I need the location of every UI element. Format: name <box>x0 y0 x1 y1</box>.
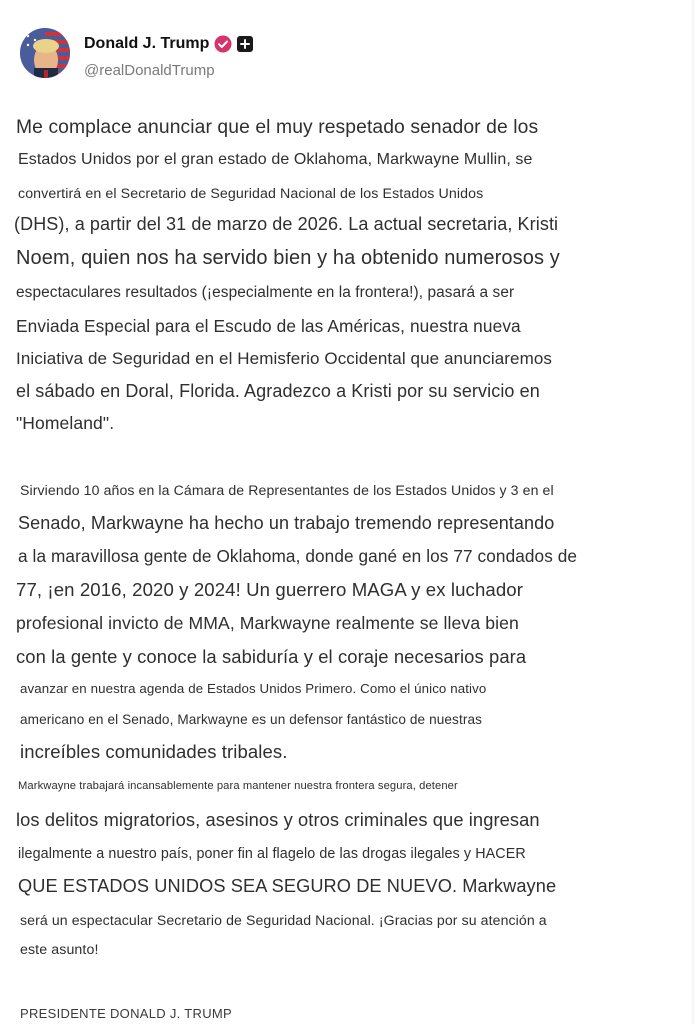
avatar[interactable] <box>20 28 70 78</box>
post-text-line: será un espectacular Secretario de Seguridad Nacional. ¡Gracias por su atención a <box>20 912 547 928</box>
post-text-line: convertirá en el Secretario de Seguridad Nacional de los Estados Unidos <box>18 186 484 202</box>
post-text-line: Me complace anunciar que el muy respetado senador de los <box>16 117 539 138</box>
post-text-line: Markwayne trabajará incansablemente para mantener nuestra frontera segura, detener <box>18 780 458 792</box>
post-text-line: con la gente y conoce la sabiduría y el coraje necesarios para <box>16 646 527 667</box>
post-text-line: a la maravillosa gente de Oklahoma, donde gané en los 77 condados de <box>18 546 578 566</box>
post-header <box>20 28 680 88</box>
post-text-line: americano en el Senado, Markwayne es un defensor fantástico de nuestras <box>20 712 483 727</box>
post-text-line: Noem, quien nos ha servido bien y ha obtenido numerosos y <box>16 247 560 269</box>
post-text-line: profesional invicto de MMA, Markwayne realmente se lleva bien <box>16 613 519 633</box>
post-text-line: Enviada Especial para el Escudo de las Américas, nuestra nueva <box>16 316 521 336</box>
plus-icon[interactable] <box>237 36 253 52</box>
post-text-line: ilegalmente a nuestro país, poner fin al flagelo de las drogas ilegales y HACER <box>18 846 526 862</box>
post-text-line: Iniciativa de Seguridad en el Hemisferio Occidental que anunciaremos <box>16 349 552 368</box>
post-text-line: avanzar en nuestra agenda de Estados Unidos Primero. Como el único nativo <box>20 681 487 696</box>
author-name[interactable]: Donald J. Trump <box>84 35 210 52</box>
post-text-line: el sábado en Doral, Florida. Agradezco a Kristi por su servicio en <box>16 381 540 401</box>
post-text-line: (DHS), a partir del 31 de marzo de 2026. La actual secretaria, Kristi <box>14 214 559 234</box>
post-text-line: Senado, Markwayne ha hecho un trabajo tremendo representando <box>18 513 555 533</box>
post-text-line: Estados Unidos por el gran estado de Oklahoma, Markwayne Mullin, se <box>18 151 533 168</box>
post-text-line: Sirviendo 10 años en la Cámara de Representantes de los Estados Unidos y 3 en el <box>20 482 554 498</box>
post-text-line: QUE ESTADOS UNIDOS SEA SEGURO DE NUEVO. Markwayne <box>18 876 557 896</box>
author-handle[interactable]: @realDonaldTrump <box>84 62 215 79</box>
signature: PRESIDENTE DONALD J. TRUMP <box>20 1006 232 1021</box>
post-text-line: increíbles comunidades tribales. <box>20 741 288 762</box>
post-text-line: 77, ¡en 2016, 2020 y 2024! Un guerrero MAGA y ex luchador <box>16 579 524 600</box>
post-text-line: "Homeland". <box>16 413 115 433</box>
post-text-line: espectaculares resultados (¡especialmente en la frontera!), pasará a ser <box>16 284 515 301</box>
verified-badge-icon <box>214 35 232 53</box>
post-text-line: este asunto! <box>20 942 99 958</box>
post-text-line: los delitos migratorios, asesinos y otros criminales que ingresan <box>16 809 540 830</box>
